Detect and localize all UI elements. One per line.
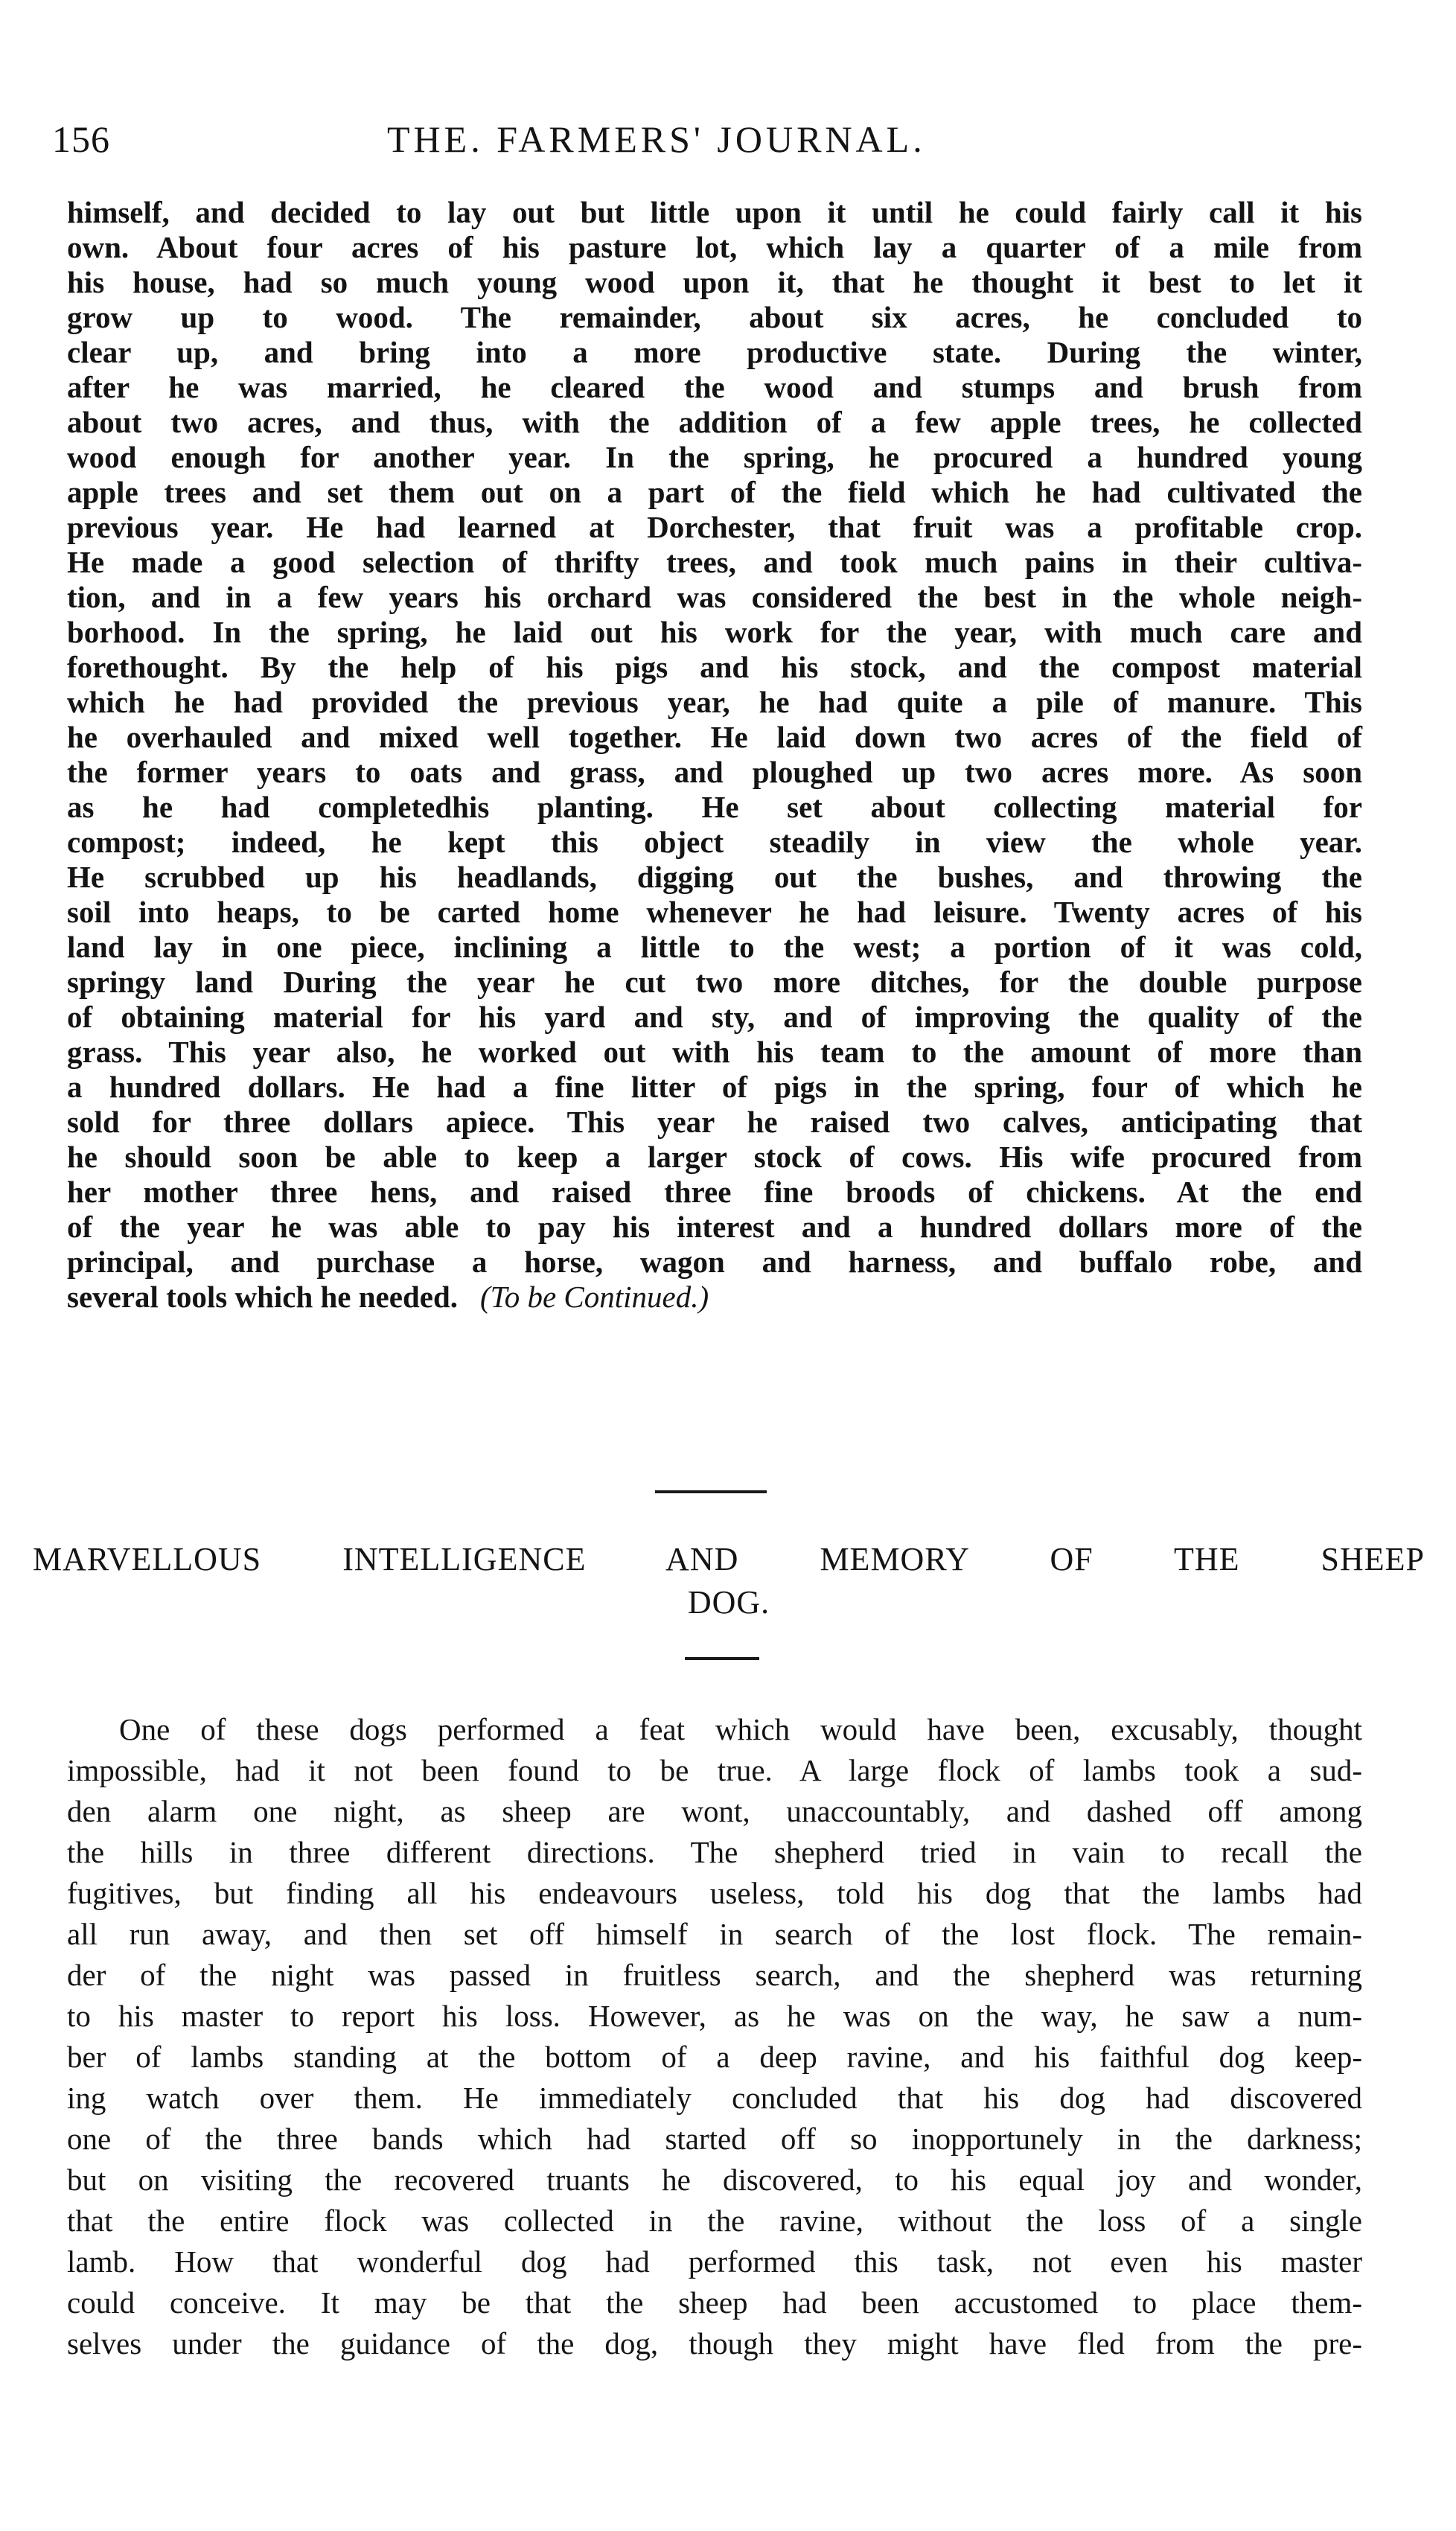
text-line: lamb. How that wonderful dog had performed this task, not even his master	[67, 2244, 1362, 2279]
text-line: previous year. He had learned at Dorchester, that fruit was a profitable crop.	[67, 510, 1362, 544]
text-line: a hundred dollars. He had a fine litter of pigs in the spring, four of which he	[67, 1070, 1362, 1104]
text-line: selves under the guidance of the dog, though they might have fled from the pre-	[67, 2326, 1362, 2361]
text-line: her mother three hens, and raised three fine broods of chickens. At the end	[67, 1175, 1362, 1209]
text-line: fugitives, but finding all his endeavours useless, told his dog that the lambs had	[67, 1876, 1362, 1910]
text-line: own. About four acres of his pasture lot, which lay a quarter of a mile from	[67, 230, 1362, 264]
text-line: one of the three bands which had started off so inopportunely in the darkness;	[67, 2122, 1362, 2156]
text-line: could conceive. It may be that the sheep had been accustomed to place them-	[67, 2285, 1362, 2320]
text-line: grass. This year also, he worked out with his team to the amount of more than	[67, 1035, 1362, 1069]
text-line: as he had completedhis planting. He set about collecting material for	[67, 790, 1362, 824]
text-line: ing watch over them. He immediately concluded that his dog had discovered	[67, 2081, 1362, 2115]
text-line: the hills in three different directions. The shepherd tried in vain to recall the	[67, 1835, 1362, 1869]
text-line: der of the night was passed in fruitless search, and the shepherd was returning	[67, 1958, 1362, 1992]
continued-note: (To be Continued.)	[480, 1280, 709, 1314]
article-heading	[33, 1538, 1425, 1624]
text-line: impossible, had it not been found to be true. A large flock of lambs took a sud-	[67, 1753, 1362, 1787]
heading-line: MARVELLOUS INTELLIGENCE AND MEMORY OF THE SHEEP	[33, 1541, 1425, 1577]
section-divider	[655, 1490, 767, 1493]
text-line: tion, and in a few years his orchard was considered the best in the whole neigh-	[67, 580, 1362, 614]
text-line: grow up to wood. The remainder, about six acres, he concluded to	[67, 300, 1362, 334]
text-line: One of these dogs performed a feat which would have been, excusably, thought	[119, 1712, 1362, 1746]
text-line: the former years to oats and grass, and ploughed up two acres more. As soon	[67, 755, 1362, 789]
text-line: ber of lambs standing at the bottom of a deep ravine, and his faithful dog keep-	[67, 2040, 1362, 2074]
final-text-line	[67, 1280, 1362, 1315]
text-line: soil into heaps, to be carted home whenever he had leisure. Twenty acres of his	[67, 895, 1362, 929]
text-line: apple trees and set them out on a part of the field which he had cultivated the	[67, 475, 1362, 509]
text-line: forethought. By the help of his pigs and his stock, and the compost material	[67, 650, 1362, 684]
text-line: he should soon be able to keep a larger stock of cows. His wife procured from	[67, 1140, 1362, 1174]
text-line: clear up, and bring into a more productive state. During the winter,	[67, 335, 1362, 369]
text-line: He scrubbed up his headlands, digging out the bushes, and throwing the	[67, 860, 1362, 894]
heading-line: DOG.	[687, 1584, 770, 1621]
text-line: wood enough for another year. In the spring, he procured a hundred young	[67, 440, 1362, 474]
text-line: himself, and decided to lay out but little upon it until he could fairly call it his	[67, 195, 1362, 229]
text-line: to his master to report his loss. However, as he was on the way, he saw a num-	[67, 1999, 1362, 2033]
text-line: principal, and purchase a horse, wagon and harness, and buffalo robe, and	[67, 1245, 1362, 1279]
heading-divider	[685, 1657, 759, 1660]
text-line: of obtaining material for his yard and sty, and of improving the quality of the	[67, 1000, 1362, 1034]
text-line: he overhauled and mixed well together. He laid down two acres of the field of	[67, 720, 1362, 754]
text-line: that the entire flock was collected in the ravine, without the loss of a single	[67, 2203, 1362, 2238]
text-line: his house, had so much young wood upon it, that he thought it best to let it	[67, 265, 1362, 299]
text-line: several tools which he needed.	[67, 1280, 458, 1314]
text-line: which he had provided the previous year, he had quite a pile of manure. This	[67, 685, 1362, 719]
text-line: compost; indeed, he kept this object steadily in view the whole year.	[67, 825, 1362, 859]
running-head	[52, 118, 1392, 177]
text-line: but on visiting the recovered truants he discovered, to his equal joy and wonder,	[67, 2163, 1362, 2197]
text-line: sold for three dollars apiece. This year he raised two calves, anticipating that	[67, 1105, 1362, 1139]
text-line: borhood. In the spring, he laid out his work for the year, with much care and	[67, 615, 1362, 649]
text-line: land lay in one piece, inclining a little to the west; a portion of it was cold,	[67, 930, 1362, 964]
text-line: den alarm one night, as sheep are wont, unaccountably, and dashed off among	[67, 1794, 1362, 1828]
text-line: He made a good selection of thrifty trees, and took much pains in their cultiva-	[67, 545, 1362, 579]
article-body	[67, 1709, 1362, 2364]
text-line: after he was married, he cleared the wood and stumps and brush from	[67, 370, 1362, 404]
text-line: of the year he was able to pay his interest and a hundred dollars more of the	[67, 1210, 1362, 1244]
page-number: 156	[52, 118, 110, 160]
text-line: all run away, and then set off himself in search of the lost flock. The remain-	[67, 1917, 1362, 1951]
journal-title: THE. FARMERS' JOURNAL.	[387, 118, 926, 160]
text-line: about two acres, and thus, with the addition of a few apple trees, he collected	[67, 405, 1362, 439]
article-continuation	[67, 195, 1362, 1315]
text-line: springy land During the year he cut two more ditches, for the double purpose	[67, 965, 1362, 999]
